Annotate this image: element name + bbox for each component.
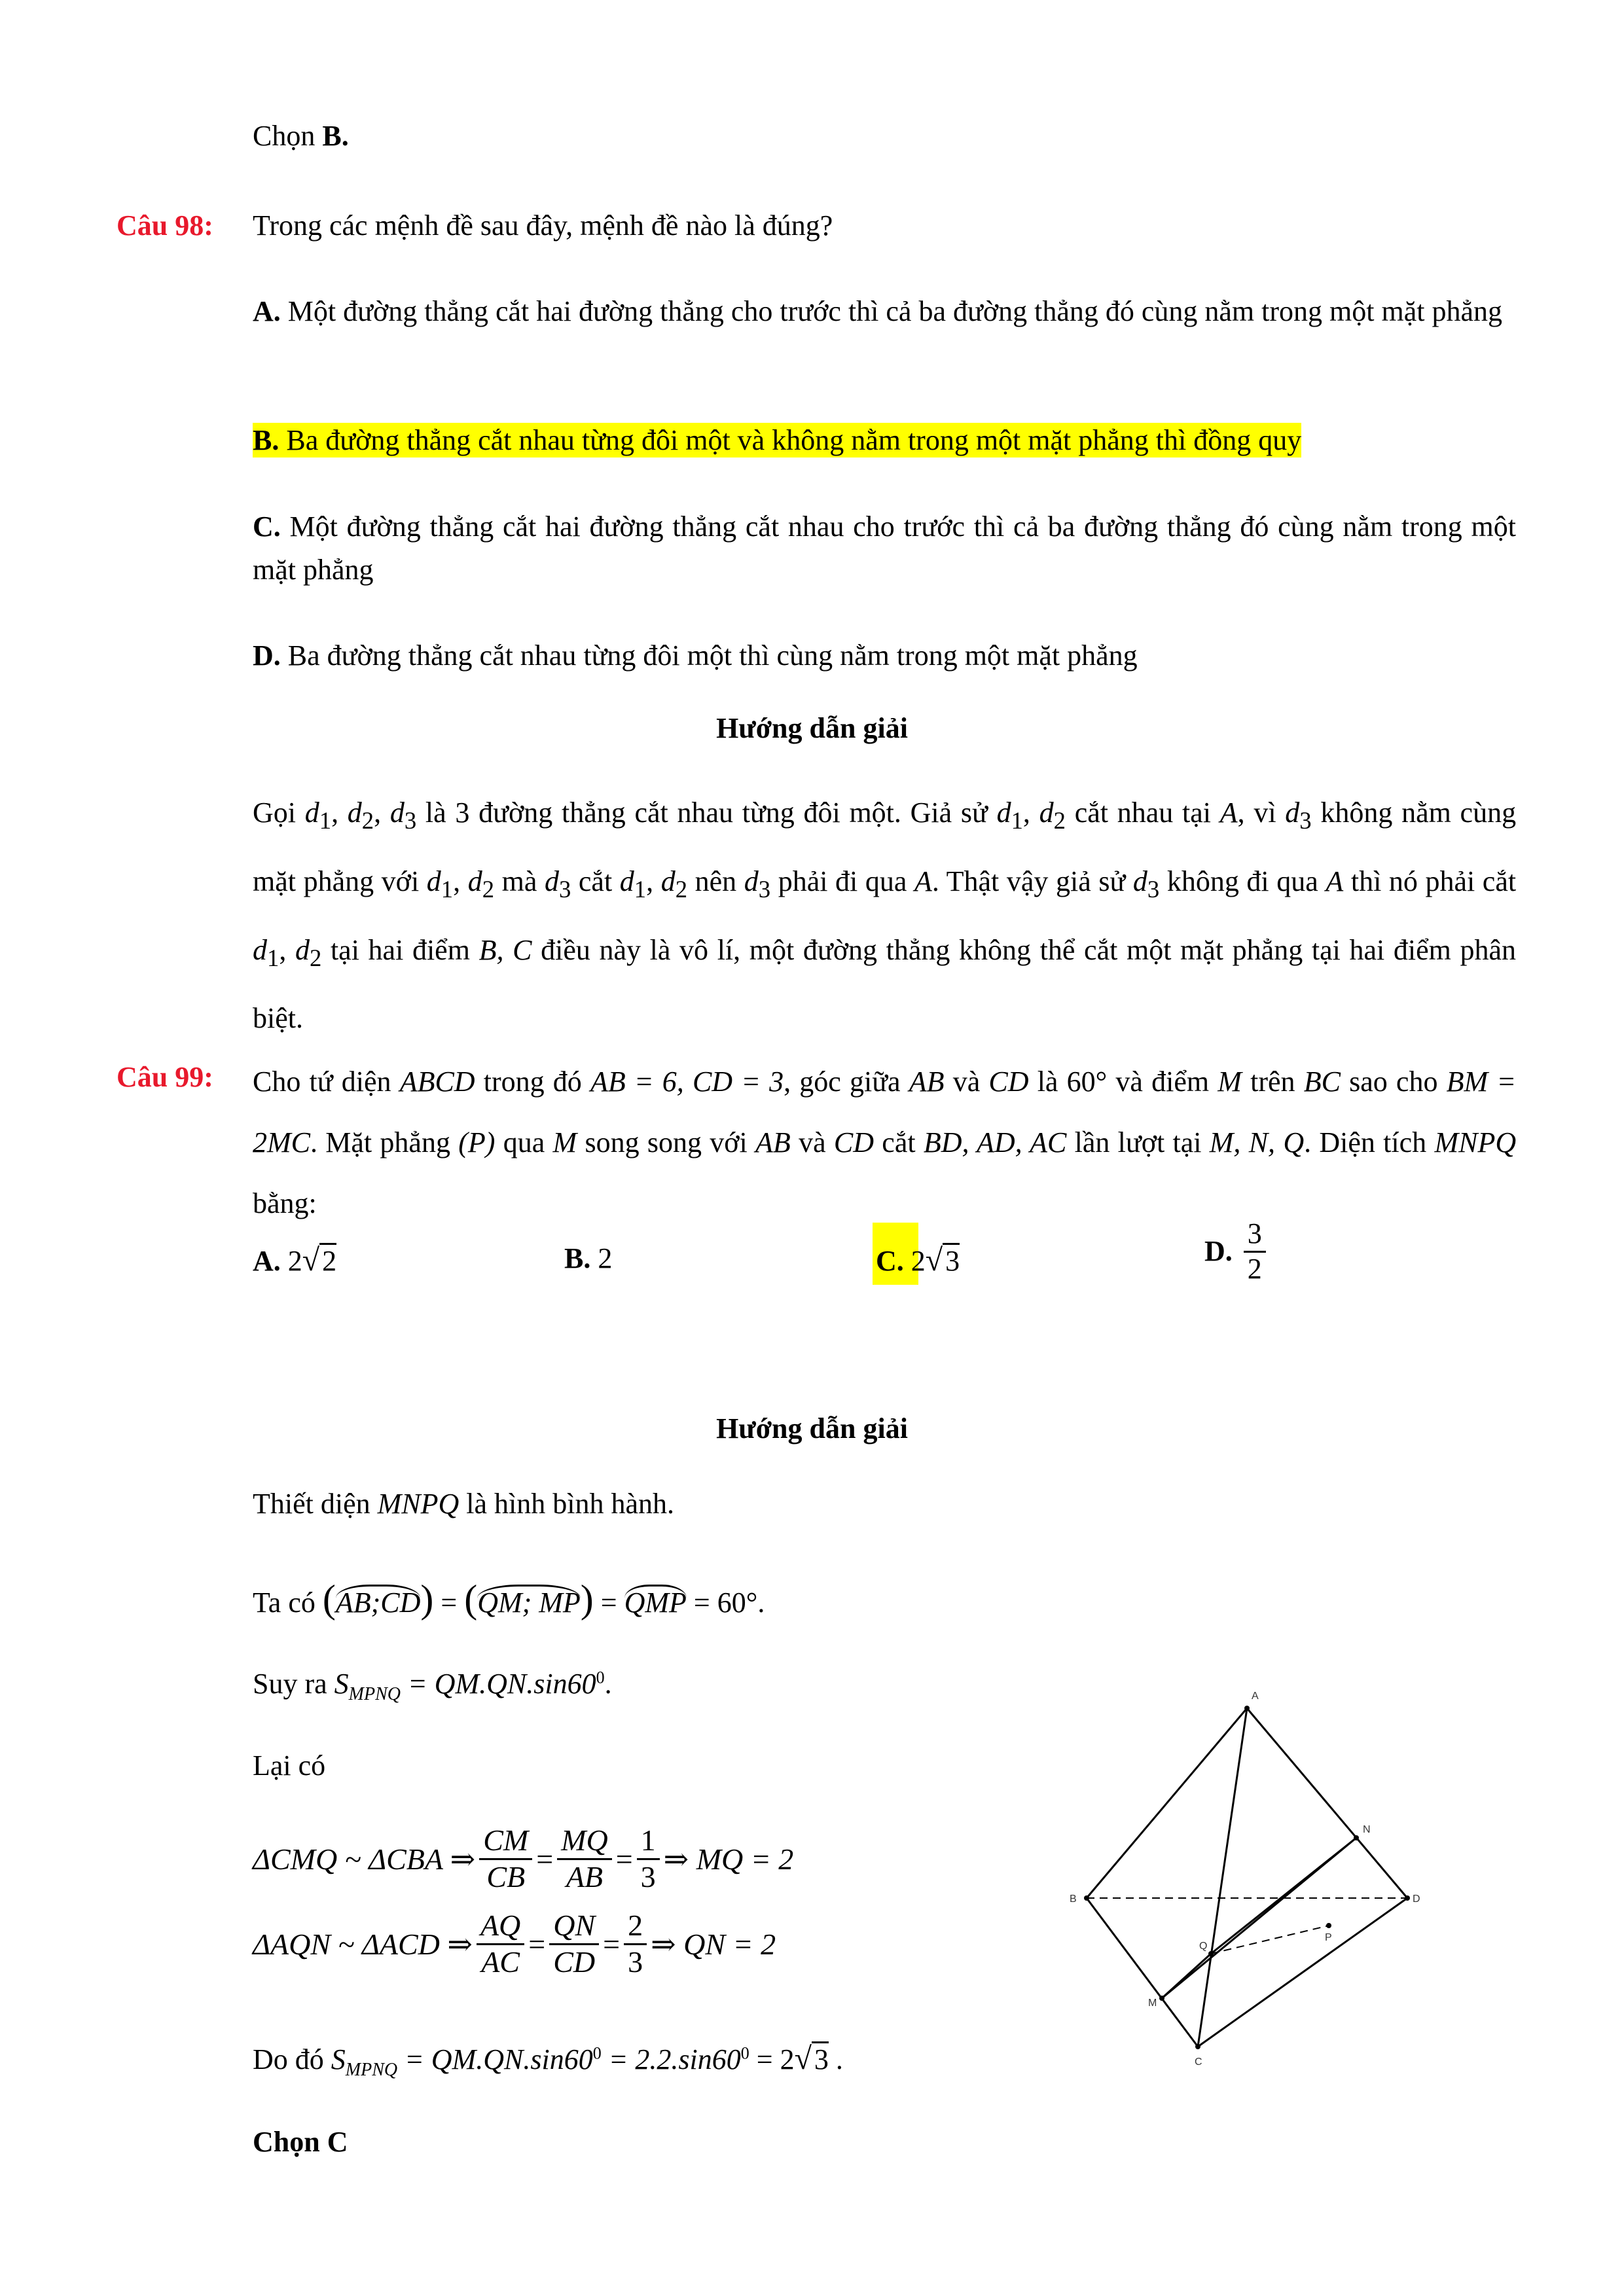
label-p: P: [1325, 1932, 1332, 1943]
point-d: [1405, 1895, 1410, 1901]
question-99-text: Cho tứ diện ABCD trong đó AB = 6, CD = 3, góc giữa AB và CD là 60° và điểm M trên BC sao cho BM = 2MC. Mặt phẳng (P) qua M song song với AB và CD cắt BD, AD, AC lần lượt tại M, N, Q. Diện tích MNPQ bằng:: [253, 1066, 1517, 1219]
point-b: [1084, 1895, 1089, 1901]
edge-ad: [1247, 1708, 1407, 1898]
edge-bc: [1087, 1898, 1198, 2047]
segment-mq: [1162, 1954, 1211, 1998]
question-99-label: Câu 99:: [117, 1061, 213, 1093]
label-a: A: [1252, 1691, 1259, 1702]
label-q: Q: [1199, 1941, 1208, 1952]
point-a: [1244, 1706, 1250, 1711]
point-m: [1159, 1996, 1164, 2001]
q99-option-a: A. 2√2: [253, 1243, 337, 1278]
question-98-text: Trong các mệnh đề sau đây, mệnh đề nào là đúng?: [253, 209, 833, 242]
q99-option-d: D. $\frac{3}{2}$: [1204, 1217, 1270, 1285]
label-c: C: [1195, 2056, 1202, 2068]
segment-qn: [1211, 1838, 1356, 1954]
q98-guide-title: Hướng dẫn giải: [716, 712, 908, 744]
q99-step-5: Do đó $S_{MPNQ} = QM.QN.\sin 60^0 = 2.2.\sin 60^0 = 2√3$ .: [253, 2041, 843, 2080]
tetrahedron-figure: [1060, 1676, 1427, 2081]
q99-equation-1: ΔCMQ ~ ΔCBA ⇒ $\frac{CM}{CB}$ = $\frac{MQ}{AB}$ = $\frac{1}{3}$ ⇒ MQ = 2: [253, 1823, 794, 1893]
q98-option-d: D. Ba đường thẳng cắt nhau từng đôi một thì cùng nằm trong một mặt phẳng: [253, 639, 1138, 672]
q99-step-1: Thiết diện MNPQ là hình bình hành.: [253, 1488, 674, 1520]
point-q: [1208, 1951, 1214, 1956]
label-n: N: [1363, 1824, 1371, 1835]
q98-option-b: B. Ba đường thẳng cắt nhau từng đôi một và không nằm trong một mặt phẳng thì đồng quy: [253, 424, 1302, 456]
q99-equation-2: ΔAQN ~ ΔACD ⇒ $\frac{AQ}{AC}$ = $\frac{QN}{CD}$ = $\frac{2}{3}$ ⇒ QN = 2: [253, 1908, 776, 1979]
point-p: [1326, 1923, 1331, 1928]
label-d: D: [1413, 1893, 1420, 1905]
label-b: B: [1070, 1893, 1077, 1905]
point-c: [1195, 2044, 1200, 2049]
q98-option-c: C. Một đường thẳng cắt hai đường thẳng cắt nhau cho trước thì cả ba đường thẳng đó cùng nằm trong một mặt phẳng: [253, 511, 1516, 586]
q99-option-c: C. 2√3: [876, 1243, 960, 1278]
q99-step-2: Ta có (AB;CD) = (QM; MP) = QMP = 60°.: [253, 1577, 765, 1621]
q99-option-b: B. 2: [564, 1242, 613, 1274]
previous-answer: Chọn B.: [253, 120, 349, 152]
q98-solution: Gọi $d_1$, $d_2$, $d_3$ là 3 đường thẳng cắt nhau từng đôi một. Giả sử $d_1$, $d_2$ cắt nhau tại A, vì $d_3$ không nằm cùng mặt phẳng với $d_1$, $d_2$ mà $d_3$ cắt $d_1$, $d_2$ nên $d_3$ phải đi qua A. Thật vậy giả sử $d_3$ không đi qua A thì nó phải cắt $d_1$, $d_2$ tại hai điểm B, C điều này là vô lí, một đường thẳng không thể cắt một mặt phẳng tại hai điểm phân biệt.: [253, 797, 1517, 1035]
q98-option-a: A. Một đường thẳng cắt hai đường thẳng cho trước thì cả ba đường thẳng đó cùng nằm trong một mặt phẳng: [253, 295, 1502, 327]
q99-step-4: Lại có: [253, 1749, 326, 1782]
label-m: M: [1148, 1998, 1157, 2009]
q99-step-3: Suy ra $S_{MPNQ} = QM.QN.\sin 60^0$.: [253, 1668, 612, 1704]
q99-guide-title: Hướng dẫn giải: [716, 1412, 908, 1444]
edge-cd: [1198, 1898, 1407, 2047]
q99-final-answer: Chọn C: [253, 2126, 348, 2158]
point-n: [1354, 1835, 1359, 1840]
question-98-label: Câu 98:: [117, 209, 213, 242]
